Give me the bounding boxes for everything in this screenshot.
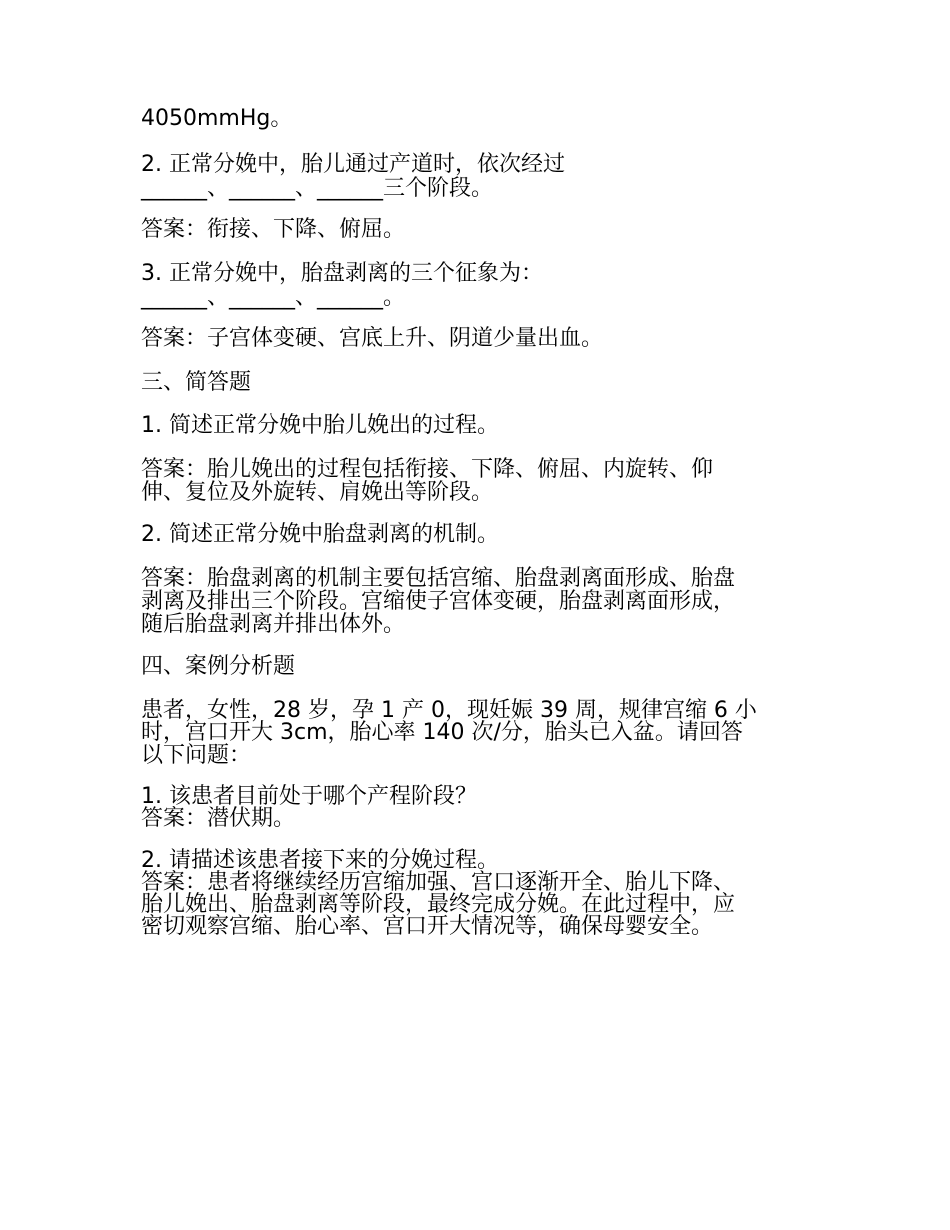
short-question-1: 1. 简述正常分娩中胎儿娩出的过程。 bbox=[141, 413, 499, 438]
case-answer-2-line-2: 胎儿娩出、胎盘剥离等阶段，最终完成分娩。在此过程中，应 bbox=[141, 892, 736, 917]
text-line-1: 4050mmHg。 bbox=[141, 106, 293, 131]
short-answer-2-line-2: 剥离及排出三个阶段。宫缩使子宫体变硬，胎盘剥离面形成， bbox=[141, 589, 736, 614]
section-heading-short-answer: 三、简答题 bbox=[141, 370, 252, 395]
case-description-line-2: 时，宫口开大 3cm，胎心率 140 次/分，胎头已入盆。请回答 bbox=[141, 720, 743, 745]
answer-3: 答案：子宫体变硬、宫底上升、阴道少量出血。 bbox=[141, 326, 604, 351]
short-answer-2-line-3: 随后胎盘剥离并排出体外。 bbox=[141, 612, 406, 637]
question-2-line-1: 2. 正常分娩中，胎儿通过产道时，依次经过 bbox=[141, 152, 565, 177]
case-description-line-1: 患者，女性，28 岁，孕 1 产 0，现妊娠 39 周，规律宫缩 6 小 bbox=[141, 698, 757, 723]
case-question-2: 2. 请描述该患者接下来的分娩过程。 bbox=[141, 848, 499, 873]
short-question-2: 2. 简述正常分娩中胎盘剥离的机制。 bbox=[141, 522, 499, 547]
question-3-line-2: ______、______、______。 bbox=[141, 285, 406, 310]
short-answer-1-line-2: 伸、复位及外旋转、肩娩出等阶段。 bbox=[141, 480, 494, 505]
short-answer-2-line-1: 答案：胎盘剥离的机制主要包括宫缩、胎盘剥离面形成、胎盘 bbox=[141, 566, 736, 591]
case-answer-2-line-3: 密切观察宫缩、胎心率、宫口开大情况等，确保母婴安全。 bbox=[141, 914, 714, 939]
case-description-line-3: 以下问题： bbox=[141, 743, 252, 768]
case-question-1: 1. 该患者目前处于哪个产程阶段？ bbox=[141, 784, 477, 809]
question-3-line-1: 3. 正常分娩中，胎盘剥离的三个征象为： bbox=[141, 261, 543, 286]
section-heading-case-analysis: 四、案例分析题 bbox=[141, 654, 296, 679]
case-answer-2-line-1: 答案：患者将继续经历宫缩加强、宫口逐渐开全、胎儿下降、 bbox=[141, 870, 736, 895]
short-answer-1-line-1: 答案：胎儿娩出的过程包括衔接、下降、俯屈、内旋转、仰 bbox=[141, 457, 714, 482]
case-answer-1: 答案：潜伏期。 bbox=[141, 806, 296, 831]
answer-2: 答案：衔接、下降、俯屈。 bbox=[141, 217, 406, 242]
question-2-line-2: ______、______、______三个阶段。 bbox=[141, 176, 494, 201]
